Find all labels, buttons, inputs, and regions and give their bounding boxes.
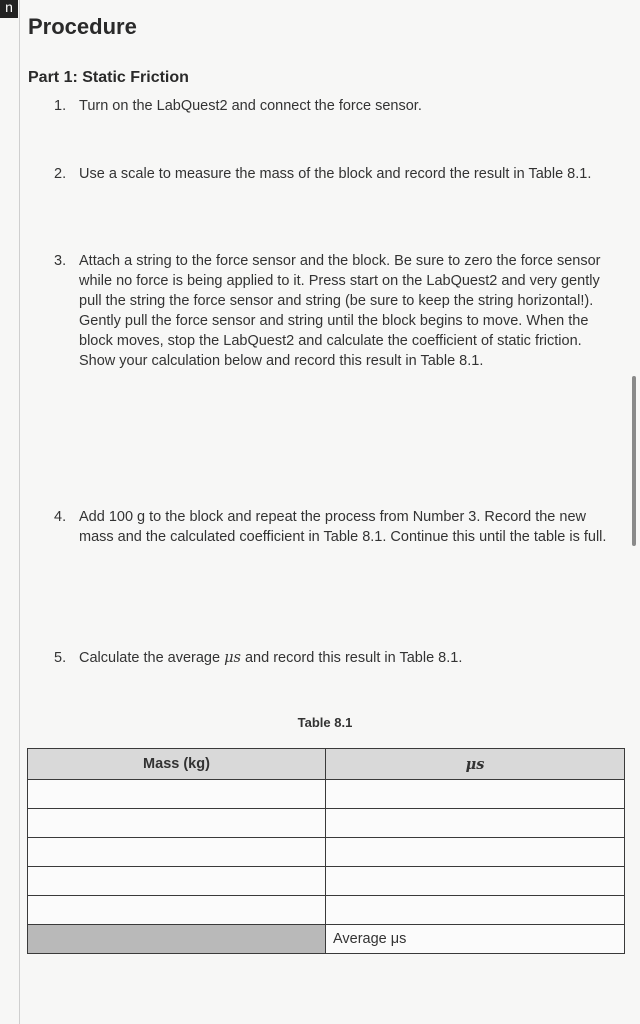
step-text: Add 100 g to the block and repeat the process from Number 3. Record the new mass and the calculated coefficient in Table 8.1. Continue this until the table is full. [79, 509, 607, 545]
list-item [54, 648, 616, 668]
mu-s-symbol: μs [224, 650, 241, 666]
list-item [54, 164, 616, 184]
mu-s-symbol: μs [465, 755, 485, 773]
shaded-cell [28, 925, 326, 954]
table-caption: Table 8.1 [297, 715, 353, 730]
step-text-after: and record this result in Table 8.1. [240, 650, 463, 666]
step-number: 3. [54, 253, 67, 269]
column-header-mu [326, 749, 625, 780]
step-number: 4. [54, 509, 67, 525]
step-number: 1. [54, 98, 67, 114]
left-divider [19, 0, 20, 1024]
table-header-row [28, 749, 625, 780]
table-cell[interactable] [28, 780, 326, 809]
page-title: Procedure [28, 14, 137, 39]
table-cell[interactable] [28, 809, 326, 838]
table-row [28, 896, 625, 925]
column-header-mass: Mass (kg) [28, 749, 326, 780]
table-cell[interactable] [326, 896, 625, 925]
scrollbar[interactable] [632, 376, 636, 546]
list-item [54, 507, 616, 547]
corner-tab: n [0, 0, 18, 18]
table-cell[interactable] [28, 838, 326, 867]
average-row [28, 925, 625, 954]
table-cell[interactable] [28, 867, 326, 896]
step-text: Turn on the LabQuest2 and connect the force sensor. [79, 98, 422, 114]
step-number: 5. [54, 650, 67, 666]
table-cell[interactable] [326, 809, 625, 838]
table-cell[interactable] [326, 780, 625, 809]
step-text: Attach a string to the force sensor and the block. Be sure to zero the force sensor while no force is being applied to it. Press start on the LabQuest2 and very gently pull the string the force sensor and string (be sure to keep the string horizontal!). Gently pull the force sensor and string until the block begins to move. When the block moves, stop the LabQuest2 and calculate the coefficient of static friction. Show your calculation below and record this result in Table 8.1. [79, 253, 601, 369]
step-text-before: Calculate the average [79, 650, 225, 666]
table-cell[interactable] [326, 838, 625, 867]
table-row [28, 867, 625, 896]
step-text: Use a scale to measure the mass of the block and record the result in Table 8.1. [79, 166, 592, 182]
table-row [28, 809, 625, 838]
average-label: Average μs [326, 925, 625, 954]
data-table [27, 748, 625, 954]
list-item [54, 96, 616, 116]
table-row [28, 838, 625, 867]
step-number: 2. [54, 166, 67, 182]
table-row [28, 780, 625, 809]
section-title: Part 1: Static Friction [28, 69, 189, 86]
table-cell[interactable] [326, 867, 625, 896]
step-text [79, 648, 616, 668]
table-cell[interactable] [28, 896, 326, 925]
list-item [54, 251, 616, 371]
